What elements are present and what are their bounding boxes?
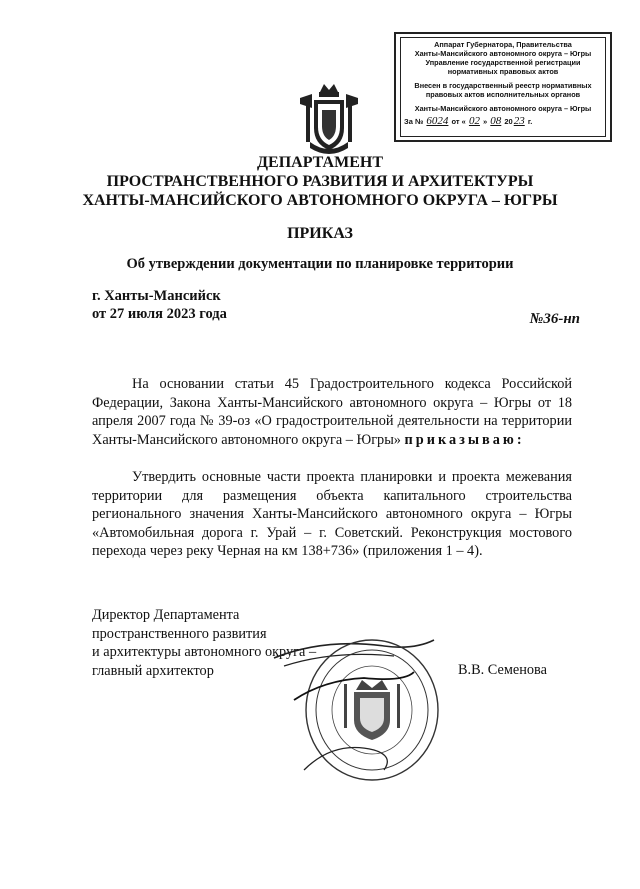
department-title xyxy=(60,153,580,210)
stamp-year-end: г. xyxy=(527,117,533,126)
document-subject: Об утверждении документации по планировке территории xyxy=(126,256,514,272)
body-paragraph-1 xyxy=(92,375,572,449)
stamp-line: Аппарат Губернатора, Правительства xyxy=(434,40,572,49)
order-action-word: приказываю: xyxy=(404,431,525,448)
dept-line: ДЕПАРТАМЕНТ xyxy=(257,154,383,171)
dept-line: ПРОСТРАНСТВЕННОГО РАЗВИТИЯ И АРХИТЕКТУРЫ xyxy=(106,173,534,190)
stamp-year-prefix: 20 xyxy=(504,117,513,126)
stamp-num-prefix: За № xyxy=(404,117,424,126)
stamp-num-value: 6024 xyxy=(426,115,449,127)
signer-title-line: и архитектуры автономного округа – xyxy=(92,644,317,661)
stamp-day-close: » xyxy=(483,117,488,126)
paragraph-text: Утвердить основные части проекта планировки и проекта межевания территории для размещения объекта капитального строительства регионального значения Ханты-Мансийского автономного округа – Югры «Автомобильная дорога г. Урай – г. Советский. Реконструкция мостового перехода через реку Черная на км 138+736» (приложения 1 – 4). xyxy=(92,469,572,560)
stamp-year-suffix: 23 xyxy=(513,115,525,127)
paragraph-text: На основании статьи 45 Градостроительного кодекса Российской Федерации, Закона Ханты-Мансийского автономного округа – Югры от 18 апреля 2007 года № 39-оз «О градостроительной деятельности на территории Ханты-Мансийского автономного округа – Югры» xyxy=(92,376,572,448)
registration-stamp xyxy=(394,32,612,142)
stamp-line: Ханты-Мансийского автономного округа – Югры xyxy=(414,49,592,58)
document-city: г. Ханты-Мансийск xyxy=(92,288,221,304)
document-date: от 27 июля 2023 года xyxy=(92,306,227,322)
signer-title-line: пространственного развития xyxy=(92,625,267,642)
signer-name: В.В. Семенова xyxy=(458,662,547,678)
stamp-registration-number xyxy=(404,117,602,126)
coat-of-arms-icon xyxy=(298,82,360,156)
stamp-line: нормативных правовых актов xyxy=(447,67,559,76)
stamp-from-label: от « xyxy=(451,117,466,126)
signer-title-line: главный архитектор xyxy=(92,662,214,679)
signer-title-line: Директор Департамента xyxy=(92,607,240,623)
document-type: ПРИКАЗ xyxy=(287,225,353,242)
stamp-line: правовых актов исполнительных органов xyxy=(425,90,581,99)
stamp-month: 08 xyxy=(490,115,502,127)
stamp-line: Управление государственной регистрации xyxy=(425,58,581,67)
document-number: №36-нп xyxy=(529,311,580,327)
stamp-day: 02 xyxy=(468,115,480,127)
body-paragraph-2 xyxy=(92,468,572,561)
dept-line: ХАНТЫ-МАНСИЙСКОГО АВТОНОМНОГО ОКРУГА – ЮГРЫ xyxy=(82,192,558,209)
official-seal-icon xyxy=(264,620,444,790)
stamp-line: Внесен в государственный реестр нормативных xyxy=(414,81,592,90)
stamp-region-line: Ханты-Мансийского автономного округа – Югры xyxy=(414,104,592,113)
